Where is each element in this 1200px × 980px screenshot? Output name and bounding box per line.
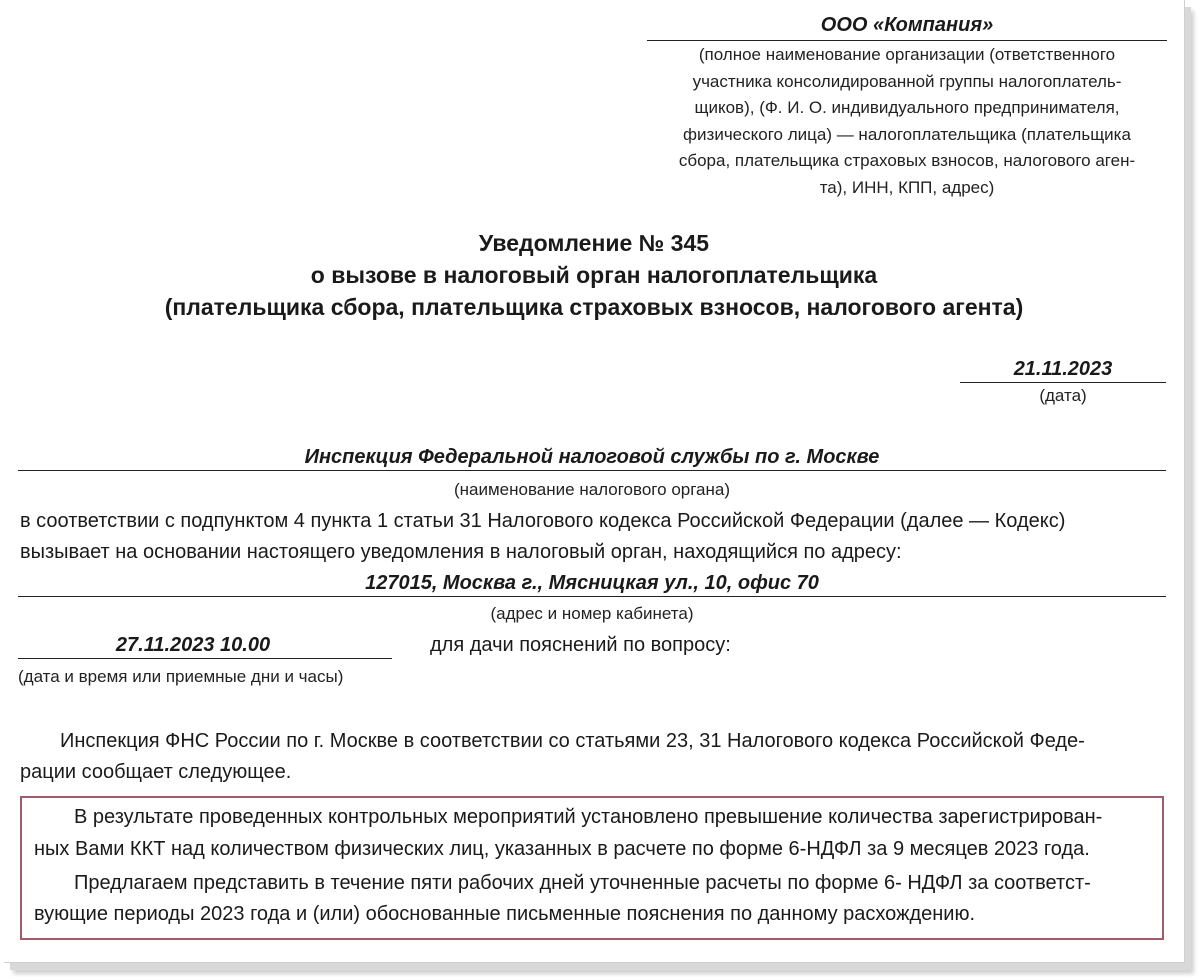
organization-description-line: сбора, плательщика страховых взносов, налогового аген-	[678, 151, 1136, 170]
appointment-datetime-underline	[18, 658, 392, 659]
appointment-purpose: для дачи пояснений по вопросу:	[430, 634, 731, 656]
office-address-underline	[18, 596, 1166, 597]
organization-description-line: щиков), (Ф. И. О. индивидуального предпринимателя,	[694, 98, 1120, 117]
highlight-paragraph-line: Предлагаем представить в течение пяти рабочих дней уточненные расчеты по форме 6- НДФЛ за соответст-	[74, 872, 1091, 894]
office-address: 127015, Москва г., Мясницкая ул., 10, офис 70	[365, 572, 819, 594]
organization-description-line: участника консолидированной группы налогоплатель-	[692, 71, 1122, 91]
organization-description	[647, 42, 1167, 201]
office-address-caption: (адрес и номер кабинета)	[490, 604, 694, 623]
statement-line: рации сообщает следующее.	[20, 761, 292, 783]
legal-basis-line: в соответствии с подпунктом 4 пункта 1 статьи 31 Налогового кодекса Российской Федерации (далее — Кодекс)	[20, 510, 1066, 532]
organization-name-underline	[647, 40, 1167, 41]
tax-authority-name: Инспекция Федеральной налоговой службы по г. Москве	[304, 446, 880, 468]
legal-basis-line: вызывает на основании настоящего уведомления в налоговый орган, находящийся по адресу:	[20, 541, 902, 563]
highlight-paragraph-line: вующие периоды 2023 года и (или) обоснованные письменные пояснения по данному расхождению.	[34, 903, 976, 925]
organization-description-line: (полное наименование организации (ответственного	[698, 45, 1116, 64]
highlight-paragraph-line: ных Вами ККТ над количеством физических лиц, указанных в расчете по форме 6-НДФЛ за 9 месяцев 2023 года.	[34, 838, 1090, 860]
organization-description-line: физического лица) — налогоплательщика (плательщика	[683, 124, 1131, 144]
document-subtitle-parenthetical: (плательщика сбора, плательщика страховых взносов, налогового агента)	[164, 294, 1024, 320]
statement-line: Инспекция ФНС России по г. Москве в соответствии со статьями 23, 31 Налогового кодекса Российской Феде-	[60, 730, 1085, 752]
organization-name: ООО «Компания»	[820, 14, 994, 36]
tax-authority-underline	[18, 470, 1166, 471]
highlight-paragraph-line: В результате проведенных контрольных мероприятий установлено превышение количества зарегистрирован-	[74, 806, 1103, 828]
notice-date-underline	[960, 382, 1166, 383]
appointment-datetime-caption: (дата и время или приемные дни и часы)	[18, 667, 344, 686]
document-sheet	[4, 0, 1185, 963]
notice-date-caption: (дата)	[1039, 386, 1087, 405]
notice-date: 21.11.2023	[1013, 358, 1113, 380]
tax-authority-caption: (наименование налогового органа)	[453, 480, 731, 499]
appointment-datetime: 27.11.2023 10.00	[115, 634, 271, 656]
organization-description-line: та), ИНН, КПП, адрес)	[819, 177, 995, 197]
document-subtitle: о вызове в налоговый орган налогоплательщика	[310, 262, 878, 288]
document-title: Уведомление № 345	[478, 230, 710, 256]
